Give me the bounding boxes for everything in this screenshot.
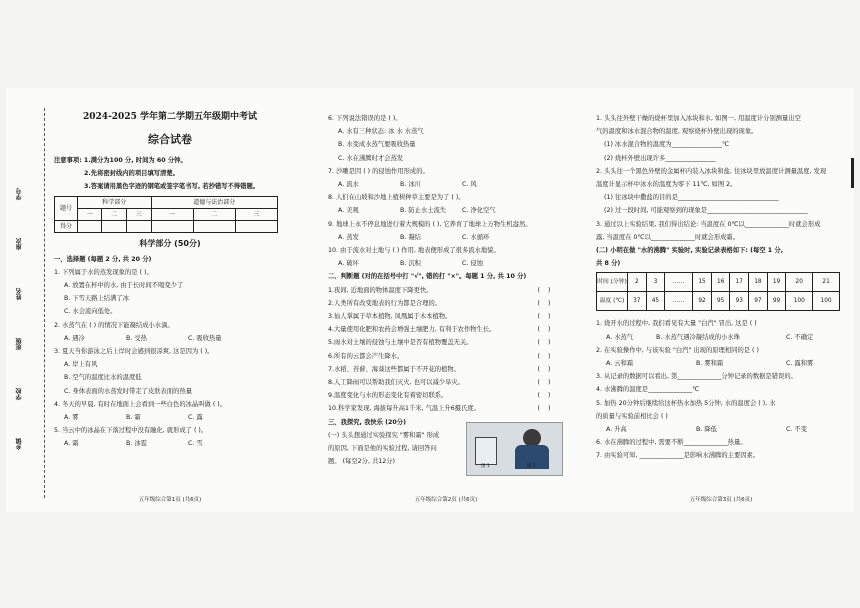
score-cell[interactable]	[126, 220, 151, 232]
boil-q2-option-c[interactable]: C. 露和雾	[786, 360, 814, 368]
judge-item-8: ( ) 8.人工降雨可以帮助我们灭火, 也可以减少旱灾。	[328, 376, 564, 389]
q8-options	[328, 204, 564, 217]
q2-option-a[interactable]: A. 遇冷	[64, 334, 85, 342]
answer-paren[interactable]: ( )	[537, 339, 551, 347]
question-4: 4. 冬天的早晨, 有时在地面上会看到一些白色的冰晶叫做 ( )。	[54, 400, 227, 408]
margin-label-school: 学校	[16, 388, 23, 400]
q9-option-b[interactable]: B. 凝结	[400, 233, 421, 241]
answer-paren[interactable]: ( )	[537, 392, 551, 400]
judge-item-7: ( ) 7.水稻、苔藓、海葵这些都属于不开花的植物。	[328, 363, 564, 376]
q7-option-c[interactable]: C. 风	[462, 181, 477, 189]
boil-q6[interactable]: 6. 水在沸腾的过程中, 需要不断______________热量。	[596, 439, 747, 447]
page-footer: 五年级综合第3页 (共6页)	[689, 497, 753, 503]
q5-options	[54, 437, 286, 450]
judge-heading: 二、判断题 (对的在括号中打 "√", 错的打 "×"。每题 1 分, 共 10 分)	[328, 273, 527, 281]
exp-q3-cont[interactable]: 露, 当温度在 0℃以______________时就会形成霜。	[596, 233, 740, 241]
q3-option-c[interactable]: C. 身体表面的水蒸发时带走了皮肤表面的热量	[64, 387, 193, 395]
question-1: 1. 下列属于水的蒸发现象的是 ( )。	[54, 268, 153, 276]
binding-margin	[10, 88, 50, 512]
boil-heading-cont: 共 8 分)	[596, 260, 621, 268]
score-cell[interactable]	[102, 220, 126, 232]
table-cell: 20	[786, 273, 813, 292]
table-header-temp: 温度 (℃)	[597, 292, 628, 311]
explore-heading: 三、我探究, 我快乐 (20分)	[328, 418, 406, 426]
exp-q3[interactable]: 3. 通过以上实验结果, 我们得出结论: 当温度在 0℃以______________时就会形成	[596, 220, 821, 228]
q4-option-a[interactable]: A. 雾	[64, 414, 79, 422]
q10-options	[328, 257, 564, 270]
table-cell: 15	[693, 273, 712, 292]
score-col: 二	[193, 208, 235, 220]
margin-label-id: 学号	[16, 188, 23, 200]
boil-q5-cont: 的质量与实验前相比会 ( )	[596, 412, 668, 420]
score-cell[interactable]	[151, 220, 193, 232]
table-cell: 17	[730, 273, 749, 292]
table-cell: 16	[711, 273, 730, 292]
exam-subtitle: 综合试卷	[148, 133, 192, 146]
q3-option-b[interactable]: B. 空气的温度比水的温度低	[64, 374, 142, 382]
boil-q4[interactable]: 4. 水沸腾的温度是______________℃	[596, 386, 700, 394]
boil-q7[interactable]: 7. 由实验可知, ______________是影响水沸腾的主要因素。	[596, 452, 760, 460]
boil-q2-option-b[interactable]: B. 雾和霜	[696, 360, 724, 368]
q6-option-b[interactable]: B. 水变成水蒸气要吸收热量	[338, 141, 416, 149]
score-table-label: 题号	[55, 196, 78, 220]
exp-q1-cont: 气的温度和冰水混合物的温度, 观察烧杯外壁出现的现象。	[596, 128, 758, 136]
boil-q5-options	[596, 423, 846, 436]
question-6: 6. 下列说法错误的是 ( )。	[328, 115, 402, 122]
figure-1-label: 图 1	[481, 463, 490, 469]
q2-options	[54, 332, 286, 345]
boil-q2-option-a[interactable]: A. 云和霜	[606, 360, 634, 368]
question-7: 7. 沙雕是因 ( ) 的侵蚀作用形成的。	[328, 167, 429, 175]
q4-options	[54, 411, 286, 424]
exp-q2-sub-2[interactable]: (2) 过一段时间, 可能观察到的现象是________________________________	[604, 207, 808, 215]
table-row-temp	[597, 292, 840, 311]
table-cell: 2	[628, 273, 647, 292]
boil-q2-options	[596, 357, 846, 370]
page-footer: 五年级综合第2页 (共6页)	[414, 497, 478, 503]
note-1: 注意事项: 1.满分为100 分, 时间为 60 分钟。	[54, 157, 187, 164]
table-row-time	[597, 273, 840, 292]
question-2: 2. 水蒸气在 ( ) 的情况下能凝结成小水滴。	[54, 321, 174, 329]
margin-label-town: 乡镇	[16, 438, 23, 450]
score-col: 一	[151, 208, 193, 220]
boil-heading: (二) 小明在做 "水的沸腾" 实验时, 实验记录表格如下: (每空 1 分,	[596, 247, 784, 255]
score-row-label: 得分	[55, 220, 78, 232]
answer-paren[interactable]: ( )	[537, 299, 551, 307]
seal-line	[44, 108, 45, 498]
margin-label-name: 姓名	[16, 288, 23, 300]
score-table-morality: 道德与法治部分	[151, 196, 278, 208]
explore-intro-2: 的原因, 下面是他的实验过程, 请回答问	[328, 445, 437, 453]
page-1	[54, 88, 286, 512]
q8-option-a[interactable]: A. 美观	[338, 207, 359, 215]
boil-q5: 5. 加热 20分钟后继续给这杯热水加热 5分钟, 水的温度会 ( ), 水	[596, 399, 776, 407]
experiment-photo	[466, 422, 563, 476]
margin-label-class: 班级	[16, 338, 23, 350]
exam-sheet	[6, 88, 854, 512]
q3-option-a[interactable]: A. 岸上有风	[64, 361, 98, 369]
q7-options	[328, 178, 564, 191]
explore-intro-3: 题。 (每空2分, 共12分)	[328, 458, 396, 466]
boil-q1-option-c[interactable]: C. 不确定	[786, 333, 814, 341]
table-cell: 100	[813, 292, 840, 311]
answer-paren[interactable]: ( )	[537, 379, 551, 387]
choice-heading: 一、选择题 (每题 2 分, 共 20 分)	[54, 255, 152, 263]
note-3: 3.答案请用黑色字迹的钢笔或签字笔书写, 若抄错写不得错题。	[84, 183, 260, 191]
boil-q5-option-b[interactable]: B. 降低	[696, 426, 717, 434]
boil-q2: 2. 在实验操作中, 与该实验 "白汽" 出现的原理相同的是 ( )	[596, 346, 759, 354]
boil-q1: 1. 烧开水的过程中, 我们看见有大量 "白汽" 冒出, 这是 ( )	[596, 320, 757, 328]
table-cell: 92	[693, 292, 712, 311]
exam-title: 2024-2025 学年第二学期五年级期中考试	[83, 112, 257, 122]
score-col: 二	[102, 208, 126, 220]
question-5: 5. 当云中的冰晶在下落过程中没有融化, 就形成了 ( )。	[54, 427, 208, 435]
q1-option-c[interactable]: C. 水会流向低处。	[64, 308, 117, 316]
answer-paren[interactable]: ( )	[537, 352, 551, 360]
q8-option-b[interactable]: B. 防止水土流失	[400, 207, 447, 215]
table-cell: 37	[628, 292, 647, 311]
score-cell[interactable]	[235, 220, 277, 232]
score-table-science: 科学部分	[78, 196, 152, 208]
judge-item-2: ( ) 2.人类所有改变地表的行为都是合理的。	[328, 297, 564, 310]
boiling-data-table	[596, 272, 840, 311]
scan-edge-mark	[851, 158, 854, 188]
table-cell: 99	[767, 292, 786, 311]
page-2	[328, 88, 564, 512]
q1-option-a[interactable]: A. 放置在杯中的水, 由于长时间不喝变少了	[64, 282, 184, 290]
table-cell: 45	[646, 292, 665, 311]
q5-option-b[interactable]: B. 冰雹	[126, 440, 147, 448]
boil-q1-option-a[interactable]: A. 水蒸气	[606, 333, 634, 341]
q9-option-a[interactable]: A. 蒸发	[338, 233, 359, 241]
q10-option-c[interactable]: C. 侵蚀	[462, 260, 483, 268]
page-3	[596, 88, 846, 512]
score-table	[54, 196, 278, 233]
answer-paren[interactable]: ( )	[537, 365, 551, 373]
boil-q5-option-a[interactable]: A. 升高	[606, 426, 627, 434]
exp-q1-sub-2[interactable]: (2) 烧杯外壁出现许多________________	[604, 154, 716, 162]
table-cell: 18	[749, 273, 768, 292]
table-header-time: 时间 (分钟)	[597, 273, 628, 292]
margin-label-seat: 座次	[16, 238, 23, 250]
question-8: 8. 人们在山坡和沙地上植树种草主要是为了 ( )。	[328, 194, 465, 202]
q4-option-b[interactable]: B. 霜	[126, 414, 141, 422]
exp-q2: 2. 头头往一个黑色外壁的金属杯内装入冰块和盐, 往冰块里放温度计测量温度, 发现	[596, 167, 827, 175]
question-3: 3. 夏天当你游泳之后上岸时会感到很凉爽, 这是因为 ( )。	[54, 348, 214, 356]
judge-item-6: ( ) 6.所有的云都会产生降水。	[328, 350, 564, 363]
table-cell: 100	[786, 292, 813, 311]
table-cell: 95	[711, 292, 730, 311]
q6-option-c[interactable]: C. 水在沸腾时才会蒸发	[338, 154, 404, 162]
judge-item-10: ( ) 10.科学家发现, 海拔每升高1千米, 气温上升6摄氏度。	[328, 402, 564, 415]
q9-options	[328, 231, 564, 244]
exp-q2-cont: 温度计显示杯中冰水的温度为零下 11℃, 如图 2。	[596, 181, 737, 189]
exp-q1-sub-1[interactable]: (1) 冰水混合物的温度为________________℃	[604, 141, 730, 149]
boil-q1-option-b[interactable]: B. 水蒸气遇冷凝结成的小水珠	[656, 333, 740, 341]
note-2: 2.先将密封线内的项目填写清楚。	[84, 170, 179, 178]
table-cell: 93	[730, 292, 749, 311]
question-9: 9. 地球上永不停息地进行着大规模的 ( ), 它养育了地球上万物生机盎然。	[328, 220, 532, 228]
answer-paren[interactable]: ( )	[537, 405, 551, 413]
q7-option-b[interactable]: B. 冰川	[400, 181, 421, 189]
table-cell: ……	[665, 292, 693, 311]
judge-item-5: ( ) 5.雨水对土壤的侵蚀与土壤中是否有植物覆盖无关。	[328, 336, 564, 349]
score-cell[interactable]	[78, 220, 102, 232]
score-col: 三	[235, 208, 277, 220]
explore-intro-1: (一) 头头想通过实验探究 "雾和霜" 形成	[328, 431, 440, 439]
score-col: 一	[78, 208, 102, 220]
table-cell: 19	[767, 273, 786, 292]
q7-option-a[interactable]: A. 流水	[338, 181, 359, 189]
q1-option-b[interactable]: B. 下雪天路上结满了冰	[64, 295, 129, 303]
question-10: 10. 由于流水对土地与 ( ) 作用, 地表便形成了很多流水地貌。	[328, 247, 500, 255]
q10-option-a[interactable]: A. 破坏	[338, 260, 359, 268]
table-cell: 3	[646, 273, 665, 292]
table-cell: 97	[749, 292, 768, 311]
score-col: 三	[126, 208, 151, 220]
answer-paren[interactable]: ( )	[537, 313, 551, 321]
answer-paren[interactable]: ( )	[537, 326, 551, 334]
q4-option-c[interactable]: C. 露	[188, 414, 203, 422]
q8-option-c[interactable]: C. 净化空气	[462, 207, 496, 215]
q5-option-a[interactable]: A. 霜	[64, 440, 79, 448]
section-title: 科学部分 (50分)	[139, 238, 201, 248]
boil-q1-options	[596, 331, 846, 344]
score-cell[interactable]	[193, 220, 235, 232]
table-cell: ……	[665, 273, 693, 292]
judge-item-4: ( ) 4.大量使用化肥和农药会增强土壤肥力, 有利于农作物生长。	[328, 323, 564, 336]
judge-item-1: ( ) 1.夜间, 近地面的物体温度下降更快。	[328, 284, 564, 297]
exp-q2-sub-1[interactable]: (1) 往冰块中撒盐的目的是________________________________	[604, 194, 779, 202]
q6-option-a[interactable]: A. 水有三种状态: 冰 水 水蒸气	[338, 128, 424, 136]
q2-option-c[interactable]: C. 吸收热量	[188, 334, 222, 342]
answer-paren[interactable]: ( )	[537, 286, 551, 294]
judge-item-9: ( ) 9.温度变化与水的形态变化有着密切联系。	[328, 389, 564, 402]
q9-option-c[interactable]: C. 水循环	[462, 233, 490, 241]
table-cell: 21	[813, 273, 840, 292]
q5-option-c[interactable]: C. 雪	[188, 440, 203, 448]
judge-item-3: ( ) 3.仙人掌属于草本植物, 凤凰属于木本植物。	[328, 310, 564, 323]
boil-q3[interactable]: 3. 从记录的数据可以看出, 第______________分钟记录的数据是错误的。	[596, 373, 797, 381]
boil-q5-option-c[interactable]: C. 不变	[786, 426, 807, 434]
page-footer: 五年级综合第1页 (共6页)	[138, 497, 202, 503]
q10-option-b[interactable]: B. 沉积	[400, 260, 421, 268]
q2-option-b[interactable]: B. 受热	[126, 334, 147, 342]
figure-2-label: 图 2	[527, 463, 536, 469]
exp-q1: 1. 头头往外壁干燥的烧杯里加入冰块和水, 如图一, 用温度计分别测量出空	[596, 115, 801, 122]
